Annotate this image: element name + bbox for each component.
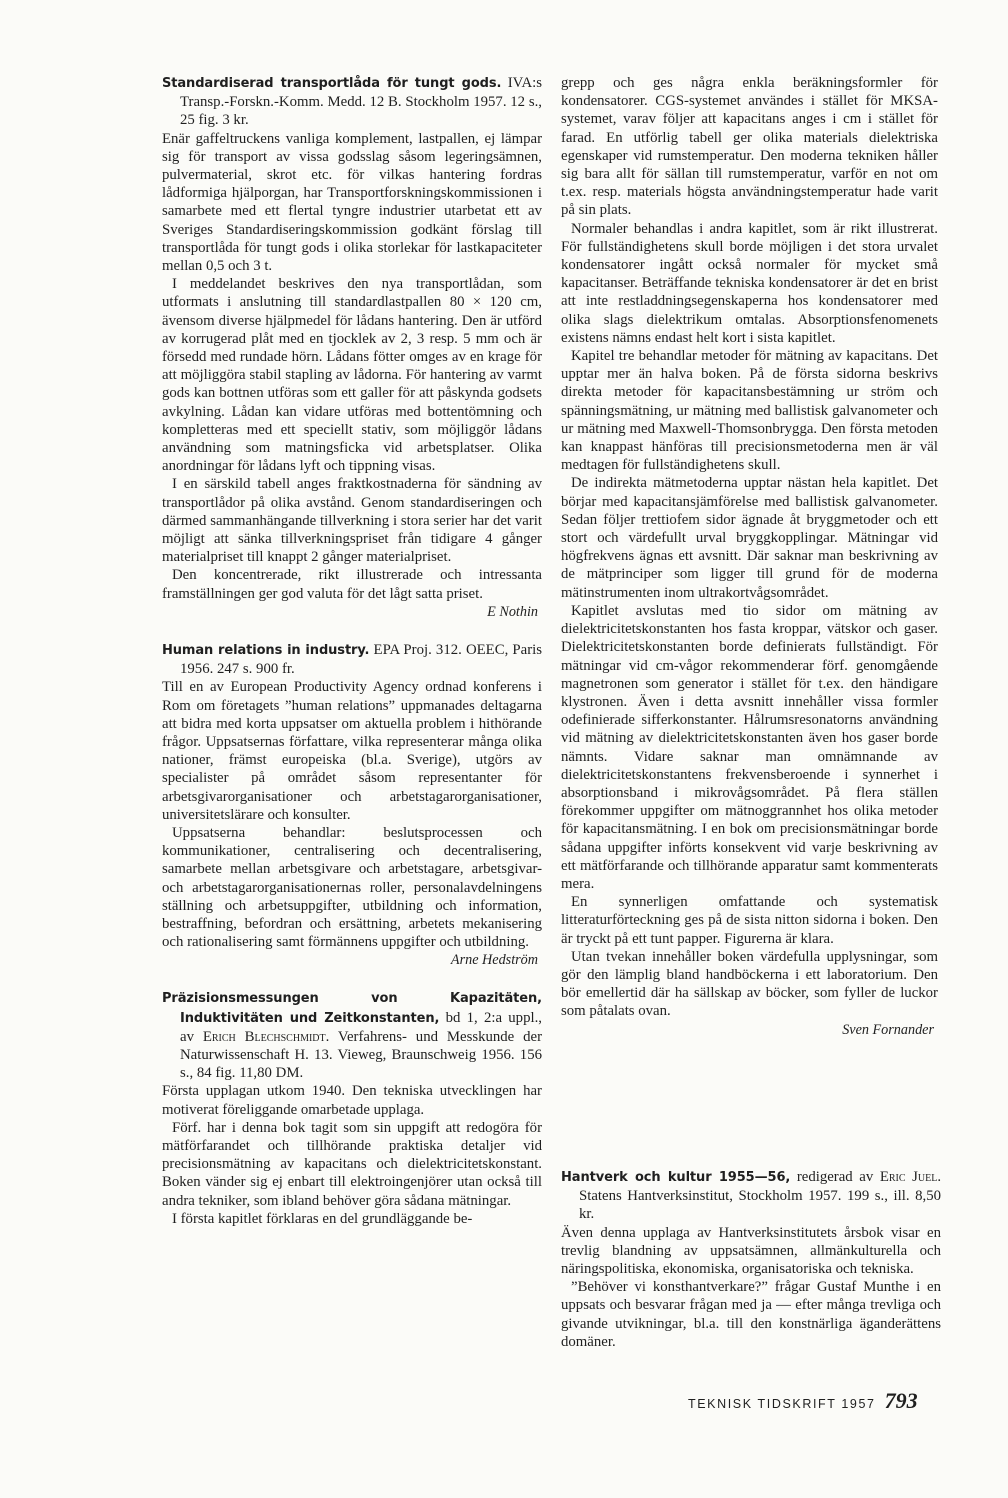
review-prazisionsmessungen-continued [561, 74, 938, 1039]
paragraph: grepp och ges några enkla beräkningsformler för kondensatorer. CGS-systemet användes i stället för MKSA-systemet, varav följer att kapacitans anges i cm i stället för farad. En utförlig tabell ger olika materials dielektriska egenskaper vid rumstemperatur. Den moderna tekniken håller sig bara allt för sällan till rumstemperatur, varför en not om t.ex. resp. materials högsta användningstemperatur hade varit på sin plats. [561, 75, 938, 219]
review-title: Präzisionsmessungen von Kapazitäten, Induktivitäten und Zeitkonstanten, [162, 991, 542, 1026]
paragraph: Första upplagan utkom 1940. Den tekniska utvecklingen har motiverat föreliggande omarbetade upplaga. [162, 1083, 542, 1118]
review-body [561, 1224, 941, 1351]
review-citation-post: . Statens Hantverksinstitut, Stockholm 1957. 199 s., ill. 8,50 kr. [579, 1169, 942, 1223]
paragraph: Uppsatserna behandlar: beslutsprocessen och kommunikationer, centralisering och decentralisering, samarbete mellan arbetsgivare och arbetstagare, arbetsgivar- och arbetstagarorganisationernas roller, personalavdelningens ställning och arbetsuppgifter, utbildning och information, bestraffning, befordran och ersättning, arbetets mekanisering och rationalisering samt förmännens uppgifter och utbildning. [162, 824, 542, 951]
right-column [561, 74, 938, 1039]
review-body [561, 74, 938, 1021]
paragraph: I en särskild tabell anges fraktkostnaderna för sändning av transportlådor på olika avstånd. Genom standardiseringen och därmed sammanhängande tillverkning i stora serier har det varit möjligt att sänka tillverkningspriset från tidigare 4 gånger materialpriset till knappt 2 gånger materialpriset. [162, 476, 542, 566]
paragraph: Enär gaffeltruckens vanliga komplement, lastpallen, ej lämpar sig för transport av vissa godsslag såsom legeringsämnen, pulvermaterial, skrot etc. för vilkas hantering fordras lådformiga hjälporgan, har Transportforskningskommissionen i samarbete med ett flertal tyngre industrier utarbetat ett av Sveriges Standardiseringskommission godkänt förslag till transportlåda för tungt gods i olika storlekar för lastkapaciteter mellan 0,5 och 3 t. [162, 130, 542, 275]
review-transportlada [162, 74, 542, 621]
paragraph: Kapitel tre behandlar metoder för mätning av kapacitans. Det upptar mer än halva boken. På de första sidorna beskrivs direkta metoder för kapacitansbestämning ur ström och spänningsmätning, ur mätning med ballistisk galvanometer och ur mätning med Maxwell-Thomsonbrygga. Den första metoden kan knappast hänföras till precisionsmetoderna men är väl medtagen för fullständighetens skull. [561, 348, 938, 474]
paragraph: ”Behöver vi konsthantverkare?” frågar Gustaf Munthe i en uppsats och besvarar frågan med ja — efter många trevliga och givande utvikningar, bl.a. till den konstnärliga äganderättens domäner. [561, 1279, 941, 1350]
review-human-relations [162, 641, 542, 969]
review-author: Eric Juel [879, 1169, 938, 1185]
reviewer-signature: Arne Hedström [450, 952, 538, 969]
review-body [162, 130, 542, 603]
page-footer [688, 1388, 918, 1414]
paragraph: I första kapitlet förklaras en del grundläggande be- [172, 1210, 473, 1227]
review-heading [162, 989, 542, 1082]
paragraph: Utan tvekan innehåller boken värdefulla upplysningar, som gör den lämplig bland handböckerna i ett laboratorium. Den bör emellertid där ha sällskap av böcker, som fyller de luckor som påtalats ovan. [561, 948, 938, 1020]
paragraph: Normaler behandlas i andra kapitlet, som är rikt illustrerat. För fullständighetens skull borde möjligen i det stora urvalet kondensatorer ingått också normaler för mycket små kapacitanser. Beträffande tekniska kondensatorer är det en brist att inte restladdningsegenskaperna hos kondensatorer med olika slags dielektrikum omtalas. Absorptionsfenomenets existens nämns endast helt kort i sista kapitlet. [561, 220, 938, 346]
reviewer-signature: Sven Fornander [842, 1021, 934, 1038]
paragraph: Även denna upplaga av Hantverksinstitutets årsbok visar en trevlig blandning av uppsatsämnen, allmänkulturella och näringspolitiska, ekonomiska, organisatoriska och tekniska. [561, 1224, 941, 1278]
paragraph: I meddelandet beskrives den nya transportlådan, som utformats i anslutning till standardlastpallen 80 × 120 cm, ävensom diverse hjälpmedel för lådans hantering. Den är utförd av korrugerad plåt med en tjocklek av 2, 3 resp. 5 mm och är försedd med rundade hörn. Lådans fötter omges av en krage för att möjliggöra stabil stapling av lådorna. För hantering av varmt gods kan bottnen utföras som ett galler för att påskynda godsets avkylning. Lådan kan vidare utföras med bottentömning och kompletteras med ett speciellt stativ, som möjliggör lådans användning som matningsficka vid arbetsplatser. Olika anordningar för lådans lyft och tippning visas. [162, 276, 542, 475]
review-author: Erich Blechschmidt [202, 1028, 326, 1045]
review-body [162, 678, 542, 951]
review-title: Human relations in industry. [162, 642, 370, 658]
paragraph: En synnerligen omfattande och systematisk litteraturförteckning ges på de sista nitton sidorna i boken. Den är tryckt på ett tunt papper. Figurerna är klara. [561, 894, 938, 947]
review-heading [162, 74, 542, 130]
paragraph: Den koncentrerade, rikt illustrerade och intressanta framställningen ger god valuta för det lågt satta priset. [162, 567, 542, 602]
paragraph: Förf. har i denna bok tagit som sin uppgift att redogöra för mätförfarandet och tillhörande praktiska detaljer vid precisionsmätning av kapacitans och dielektricitetskonstant. Boken vänder sig ej enbart till elektroingenjörer utan också till andra tekniker, som ibland behöver göra sådana mätningar. [162, 1119, 542, 1209]
reviewer-signature: E Nothin [487, 603, 538, 620]
review-title: Standardiserad transportlåda för tungt gods. [162, 76, 502, 91]
review-citation-pre: bd 1, 2:a uppl., av [180, 1009, 542, 1045]
paragraph: De indirekta mätmetoderna upptar nästan hela kapitlet. Det börjar med kapacitansjämförelse med ballistisk galvanometer. Sedan följer trettiofem sidor ägnade åt bryggmetoder och ett stort och värdefullt urval bryggkopplingar. Mätningar vid högfrekvens ägnas ett avsnitt. Där saknar man beskrivning av de mätprinciper som ligger till grund för de moderna mätinstrumenten inom ultrakortvågsområdet. [561, 475, 938, 601]
paragraph: Kapitlet avslutas med tio sidor om mätning av dielektricitetskonstanten hos fasta kroppar, vätskor och gaser. Dielektricitetskonstanten borde definierats fullständigt. För mätningar vid cm-vågor rekommenderar förf. genomgående magnetronen som generator i stället för t.ex. den händigare klystronen. Även i detta avsnitt innehåller vissa formler odefinierade sifferkonstanter. Hålrumsresonatorns användning vid mätning av dielektricitetskonstanten även hos gaser borde nämnts. Vidare saknar man omnämnande av dielektricitetskonstantens frekvensberoende i synnerhet i absorptionsband i mikrovågsområdet. På flera ställen förekommer uppgifter om mätnoggrannhet hos olika metoder för kapacitansmätning. I en bok om precisionsmätningar borde sådana uppgifter införts konsekvent vid varje beskrivning av ett mätförfarande och tillhörande apparatur samt kommenterats mera. [561, 602, 938, 892]
review-title: Hantverk och kultur 1955—56, [561, 1170, 791, 1185]
paragraph: Till en av European Productivity Agency ordnad konferens i Rom om företagets ”human relations” uppmanades deltagarna att bidra med korta uppsatser om aktuella problem i hithörande frågor. Uppsatsernas författare, vilka representerar många olika nationer, främst europeiska (bl.a. Sverige), utgörs av specialister på området såsom representanter för arbetsgivarorganisationer och arbetstagarorganisationer, universitetslärare och konsulter. [162, 679, 542, 823]
page-number: 793 [884, 1388, 918, 1413]
journal-name: TEKNISK TIDSKRIFT 1957 [688, 1397, 876, 1411]
right-column-lower [561, 1168, 941, 1351]
review-citation-post: . Verfahrens- und Messkunde der Naturwissenschaft H. 13. Vieweg, Braunschweig 1956. 156 s., 84 fig. 11,80 DM. [180, 1028, 543, 1082]
review-prazisionsmessungen [162, 989, 542, 1228]
review-heading [162, 641, 542, 678]
review-citation-pre: redigerad av [796, 1169, 874, 1185]
review-hantverk-och-kultur [561, 1168, 941, 1351]
review-citation: EPA Proj. 312. OEEC, Paris 1956. 247 s. 900 fr. [180, 641, 543, 678]
review-citation: IVA:s Transp.-Forskn.-Komm. Medd. 12 B. Stockholm 1957. 12 s., 25 fig. 3 kr. [180, 75, 543, 129]
left-column [162, 74, 542, 1228]
review-body [162, 1082, 542, 1228]
review-heading [561, 1168, 941, 1224]
